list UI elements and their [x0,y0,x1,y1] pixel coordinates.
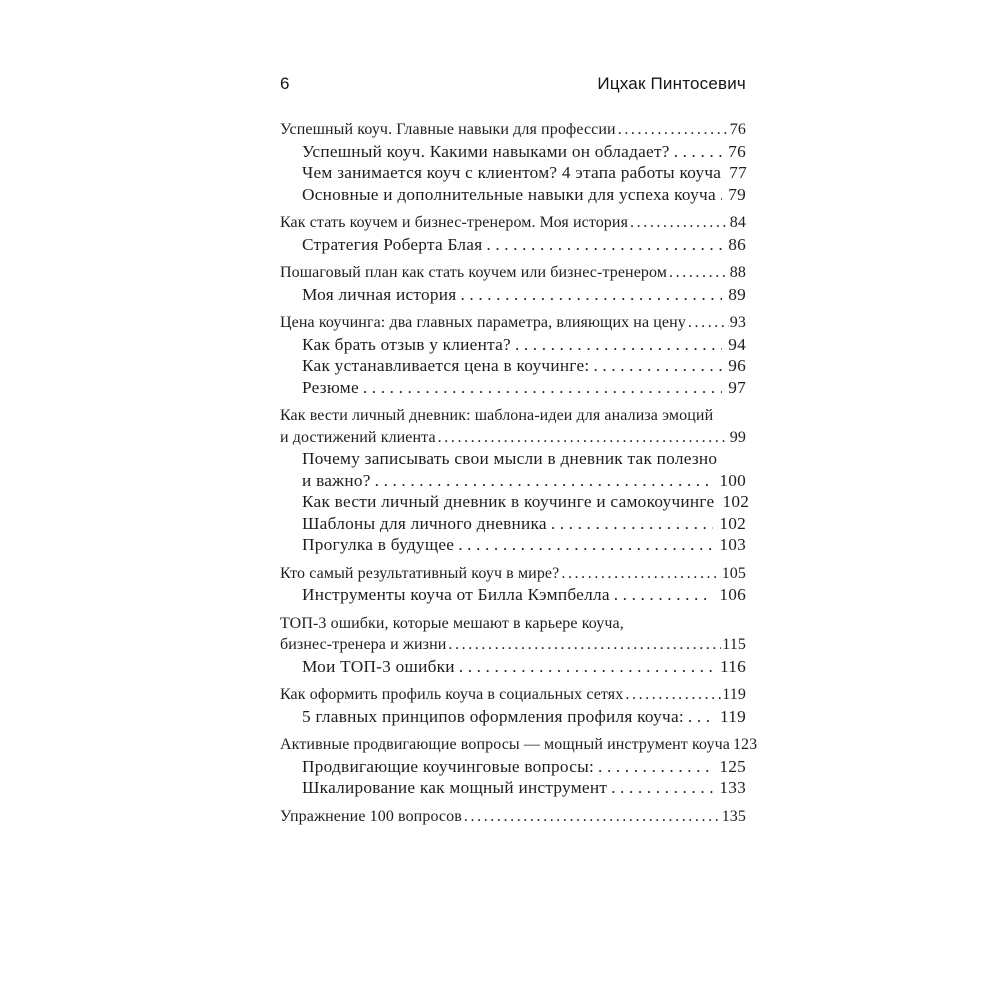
dot-leader [591,355,722,377]
toc-entry-title: 5 главных принципов оформления профиля коуча: [302,706,684,726]
toc-entry-title: Как вести личный дневник в коучинге и самокоучинге [302,492,715,511]
dot-leader [438,427,729,449]
dot-leader [448,634,721,656]
toc-entry [280,534,746,556]
toc-entry-row [280,806,746,828]
toc-entry-title: Как устанавливается цена в коучинге: [302,356,590,375]
toc-entry-title: Как брать отзыв у клиента? [302,334,511,354]
toc-entry [280,684,746,706]
toc-entry-row [280,262,746,284]
toc-entry-page: 84 [729,214,746,231]
toc-entry [280,355,746,377]
toc-entry-page: 97 [728,377,746,397]
dot-leader [630,212,729,234]
dot-leader [457,656,714,678]
toc-entry-title: Пошаговый план как стать коучем или бизнес-тренером [280,264,668,281]
toc-entry [280,513,746,535]
dot-leader [484,234,722,256]
toc-entry-title: Шаблоны для личного дневника [302,513,547,533]
toc-entry-title: бизнес-тренера и жизни [280,636,447,653]
toc-entry-row [302,184,746,206]
toc-entry-row [280,427,746,449]
toc-entry-row [280,563,746,585]
toc-entry-title: Прогулка в будущее [302,535,455,554]
toc-entry [280,734,758,756]
toc-entry [280,448,746,491]
toc-entry-title: Кто самый результативный коуч в мире? [280,564,560,582]
toc-entry [280,212,746,234]
toc-entry [280,377,746,399]
dot-leader [513,334,722,356]
toc-entry-page: 106 [719,585,746,604]
toc-entry-page: 116 [719,656,746,676]
toc-entry-page: 96 [728,356,746,375]
toc-entry-title: Моя личная история [302,284,457,304]
toc-entry-row [280,734,758,756]
toc-entry-title: Упражнение 100 вопросов [280,807,462,825]
dot-leader [456,534,713,556]
toc-entry [280,405,746,448]
dot-leader [612,584,714,606]
table-of-contents [280,112,758,827]
toc-entry-page: 103 [719,535,746,554]
toc-entry-row [302,284,746,306]
toc-entry-page: 119 [719,706,746,726]
toc-entry-row [302,470,746,492]
toc-entry [280,284,746,306]
dot-leader [609,777,713,799]
toc-entry-title: Стратегия Роберта Блая [302,234,483,254]
toc-entry-title: Резюме [302,377,359,397]
toc-entry-page: 125 [719,756,746,776]
toc-entry [280,234,746,256]
toc-entry-page: 135 [721,807,746,825]
toc-entry-title: и достижений клиента [280,428,436,446]
toc-entry-page: 99 [729,428,746,446]
toc-entry-page: 100 [719,470,746,490]
toc-entry-page: 94 [728,334,746,354]
toc-entry [280,806,746,828]
dot-leader [549,513,713,535]
toc-entry-row [302,141,746,163]
toc-entry-row [302,777,746,799]
toc-entry [280,184,746,206]
toc-entry-page: 105 [721,564,746,582]
toc-entry-row [302,534,746,556]
toc-entry-row [302,584,746,606]
toc-entry [280,334,746,356]
toc-entry-title: Успешный коуч. Главные навыки для профессии [280,121,616,138]
dot-leader [373,470,714,492]
toc-entry [280,491,750,513]
dot-leader [561,563,720,585]
toc-entry-line: ТОП-3 ошибки, которые мешают в карьере коуча, [280,614,624,632]
toc-entry-page: 86 [728,234,746,254]
toc-entry-row [302,756,746,778]
toc-entry-title: Мои ТОП-3 ошибки [302,656,455,676]
toc-entry-title: Как стать коучем и бизнес-тренером. Моя история [280,214,629,231]
toc-entry-page: 119 [722,686,746,703]
toc-entry-row [302,334,746,356]
toc-entry-row [302,355,746,377]
toc-entry-row [280,634,746,656]
toc-entry [280,162,746,184]
dot-leader [688,312,729,334]
toc-entry [280,584,746,606]
toc-entry-title: Инструменты коуча от Билла Кэмпбелла [302,585,610,604]
dot-leader [672,141,723,163]
toc-entry-page: 123 [732,736,758,753]
toc-entry-page: 102 [722,492,750,511]
toc-entry-row [302,234,746,256]
toc-entry-row [280,212,746,234]
toc-entry-row [302,513,746,535]
toc-entry [280,756,746,778]
toc-entry [280,262,746,284]
toc-entry-title: Успешный коуч. Какими навыками он обладает? [302,141,670,161]
toc-entry-title: Продвигающие коучинговые вопросы: [302,756,595,776]
toc-entry-row [302,491,750,513]
toc-entry [280,613,746,656]
toc-entry-page: 77 [729,163,748,182]
toc-entry-row [280,119,746,141]
toc-entry [280,706,746,728]
toc-entry-row [280,684,746,706]
toc-entry-page: 76 [728,141,746,161]
toc-entry [280,656,746,678]
dot-leader [459,284,723,306]
toc-entry-title: Как оформить профиль коуча в социальных сетях [280,686,624,703]
toc-entry-page: 89 [728,284,746,304]
toc-entry [280,777,746,799]
toc-entry [280,141,746,163]
toc-entry-row [302,656,746,678]
toc-entry-page: 102 [719,513,746,533]
toc-entry-row [302,377,746,399]
running-head [280,74,746,94]
toc-entry-page: 79 [728,184,746,204]
toc-entry-title: Основные и дополнительные навыки для успеха коуча [302,184,716,204]
toc-entry-page: 76 [729,121,746,138]
dot-leader [596,756,713,778]
toc-entry-line: Как вести личный дневник: шаблона-идеи для анализа эмоций [280,407,714,424]
dot-leader [464,806,721,828]
toc-entry-page: 115 [722,636,746,653]
toc-entry-page: 133 [719,778,746,797]
page-number: 6 [280,74,290,93]
toc-entry-title: Чем занимается коуч с клиентом? 4 этапа работы коуча [302,163,722,182]
toc-entry [280,563,746,585]
toc-entry [280,119,746,141]
toc-entry-line: Почему записывать свои мысли в дневник так полезно [302,449,718,468]
dot-leader [361,377,722,399]
toc-entry-title: Цена коучинга: два главных параметра, влияющих на цену [280,314,686,331]
dot-leader [669,262,729,284]
toc-entry-row [302,706,746,728]
dot-leader [618,119,729,141]
toc-entry [280,312,746,334]
dot-leader [686,706,714,728]
dot-leader [625,684,721,706]
toc-entry-title: и важно? [302,470,371,490]
toc-entry-title: Активные продвигающие вопросы — мощный инструмент коуча [280,736,730,753]
toc-entry-page: 93 [729,314,746,331]
toc-entry-title: Шкалирование как мощный инструмент [302,778,608,797]
toc-entry-row [302,162,746,184]
toc-entry-page: 88 [729,264,746,281]
author-name: Ицхак Пинтосевич [597,74,746,93]
toc-entry-row [280,312,746,334]
